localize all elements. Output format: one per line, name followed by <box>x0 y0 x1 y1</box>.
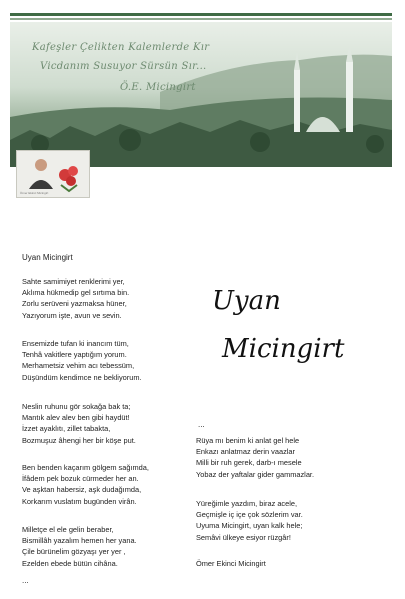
stanza-1: Sahte samimiyet renklerimi yer, Aklıma hükmedip gel sırtıma bin. Zorlu serüveni yazmaksa hüner, Yazıyorum işte, avun ve sevin. <box>22 277 130 320</box>
top-rule <box>10 13 392 16</box>
banner-line-1: Kafeşler Çelikten Kalemlerde Kır <box>32 42 210 53</box>
author-photo <box>16 150 90 198</box>
photo-caption: Ömer Ekinci Micingirt <box>20 191 49 195</box>
stanza-6: Rüya mı benim ki anlat gel hele Enkazı anlatmaz derin vaazlar Milli bir ruh gerek, darb-ı mesele Yobaz der yaftalar gider gammazlar. <box>196 436 315 479</box>
stanza-4: Ben benden kaçarım gölgem sağımda, İfâdem pek bozuk cürmeder her an. Ve aşktan habersiz, aşk dudağımda, Korkarım vuslatım bugünden virân. <box>22 463 149 506</box>
stanza-3: Neslin ruhunu gör sokağa bak ta; Mantık alev alev ben gibi haydüt! İzzet ayaklıtı, zillet tabakta, Bozmuşuz âhengi her bir köşe put. <box>22 402 136 445</box>
top-rule-thin <box>10 18 392 20</box>
decorative-title-uyan: Uyan <box>212 286 281 316</box>
decorative-title-micingirt: Micingirt <box>222 334 345 364</box>
banner-line-2: Vicdanım Susuyor Sürsün Sır... <box>40 61 207 72</box>
author-signature: Ömer Ekinci Micingirt <box>196 559 266 568</box>
banner-signature: Ö.E. Micingirt <box>120 82 196 93</box>
continuation-dots-right: ... <box>198 420 205 429</box>
stanza-7: Yüreğimle yazdım, biraz acele, Geçmişle iç içe çok sözlerim var. Uyuma Micingirt, uyan kalk hele; Semâvi ülkeye esiyor rüzgâr! <box>196 499 303 542</box>
header-banner <box>10 22 392 167</box>
stanza-5: Milletçe el ele gelin beraber, Bismillâh yazalım hemen her yana. Çile bürünelim gözyaşı yer yer , Ezelden ebede bütün cihâna. <box>22 525 137 568</box>
continuation-dots-left: ... <box>22 576 29 585</box>
stanza-2: Ensemizde tufan ki inancım tüm, Tenhâ vakitlere yaptığım yorum. Merhametsiz vehim acı tebessüm, Düşündüm kendimce ne bekliyorum. <box>22 339 142 382</box>
poem-title: Uyan Micingirt <box>22 253 73 262</box>
